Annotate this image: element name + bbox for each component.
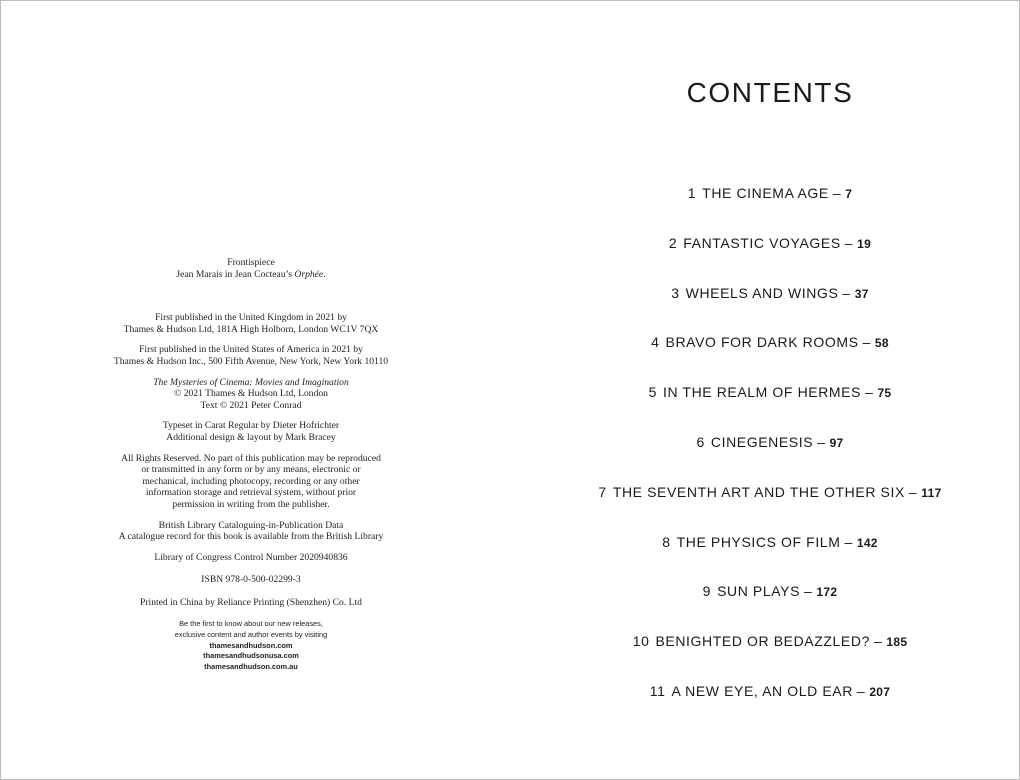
rights-line: information storage and retrieval system, without prior [145,487,357,499]
chapter-page: 207 [869,684,891,699]
loc-block [91,552,411,564]
toc-entry[interactable] [561,377,979,427]
chapter-title: BENIGHTED OR BEDAZZLED? [655,633,870,650]
contents-title: CONTENTS [686,77,854,108]
chapter-title: IN THE REALM OF HERMES [662,384,862,401]
frontispiece-caption-end: . [323,268,326,280]
chapter-number: 2 [668,234,678,251]
uk-publication [91,312,411,335]
toc-dash: – [908,483,918,500]
toc-dash: – [873,633,883,650]
toc-entry[interactable] [561,576,979,626]
chapter-title: A NEW EYE, AN OLD EAR [671,682,853,699]
toc-dash: – [865,384,874,401]
copyright-text: Text © 2021 Peter Conrad [200,399,302,411]
chapter-number: 4 [651,334,660,351]
website-link-uk[interactable]: thamesandhudson.com [209,640,293,650]
chapter-number: 5 [648,384,657,401]
chapter-number: 3 [671,284,680,301]
uk-line-2: Thames & Hudson Ltd, 181A High Holborn, London WC1V 7QX [123,323,379,335]
frontispiece-block [91,257,411,280]
chapter-title: WHEELS AND WINGS [685,284,839,301]
cip-line-1: British Library Cataloguing-in-Publication Data [158,519,344,531]
toc-entry[interactable] [561,178,979,228]
toc-dash: – [862,334,871,351]
chapter-title: THE PHYSICS OF FILM [676,533,841,550]
toc-dash: – [804,583,813,600]
typeset-block [91,420,411,443]
typeset-line-2: Additional design & layout by Mark Bracey [166,431,336,443]
toc-entry[interactable] [561,228,979,278]
chapter-page: 58 [874,336,889,351]
cip-block [91,520,411,543]
chapter-page: 97 [829,435,844,450]
typeset-line-1: Typeset in Carat Regular by Dieter Hofrichter [162,420,340,432]
imprint-page [91,257,411,672]
toc-dash: – [844,533,853,550]
film-title: Orphée [294,268,324,280]
toc-dash: – [832,185,842,201]
book-title-text: The Mysteries of Cinema: Movies and Imagination [153,376,349,388]
frontispiece-caption [91,269,411,281]
toc-entry[interactable] [561,278,979,328]
toc-dash: – [844,234,854,251]
frontispiece-label: Frontispiece [227,257,275,268]
chapter-title: THE CINEMA AGE [702,185,829,201]
isbn-line: ISBN 978-0-500-02299-3 [201,574,301,586]
chapter-number: 8 [662,533,671,550]
chapter-page: 185 [886,635,908,650]
promo-block [91,619,411,672]
us-line-2: Thames & Hudson Inc., 500 Fifth Avenue, New York, New York 10110 [113,355,389,367]
website-link-au[interactable]: thamesandhudson.com.au [204,661,298,671]
us-publication [91,344,411,367]
uk-line-1: First published in the United Kingdom in 2021 by [155,312,347,324]
toc-dash: – [842,284,851,301]
chapter-number: 9 [702,583,712,600]
loc-line: Library of Congress Control Number 2020940836 [154,551,348,563]
chapter-title: BRAVO FOR DARK ROOMS [665,334,859,351]
chapter-title: CINEGENESIS [710,433,814,450]
frontispiece-caption-text: Jean Marais in Jean Cocteau’s [176,268,295,280]
chapter-title: THE SEVENTH ART AND THE OTHER SIX [612,483,905,500]
printed-block [91,597,411,609]
rights-block [91,453,411,511]
chapter-page: 7 [845,187,853,201]
chapter-number: 1 [687,185,697,201]
promo-line-2: exclusive content and author events by visiting [174,630,328,640]
rights-line: mechanical, including photocopy, recording or any other [142,475,360,487]
rights-line: or transmitted in any form or by any means, electronic or [141,464,361,476]
chapter-page: 142 [856,535,878,550]
toc-dash: – [856,682,866,699]
book-title [91,377,411,389]
toc-entry[interactable] [561,527,979,577]
toc-entry[interactable] [561,676,979,726]
chapter-number: 6 [696,433,705,450]
chapter-page: 37 [854,286,869,301]
printed-line: Printed in China by Reliance Printing (Shenzhen) Co. Ltd [140,596,362,608]
chapter-page: 117 [921,485,942,500]
chapter-number: 7 [598,483,607,500]
toc-entry[interactable] [561,327,979,377]
promo-line-1: Be the first to know about our new releases, [179,619,323,629]
toc-entry[interactable] [561,427,979,477]
toc-dash: – [817,433,826,450]
isbn-block [91,574,411,586]
chapter-page: 19 [857,236,872,251]
rights-line: permission in writing from the publisher. [172,498,330,510]
chapter-title: SUN PLAYS [717,583,801,600]
us-line-1: First published in the United States of America in 2021 by [139,344,363,356]
table-of-contents [561,178,979,726]
toc-entry[interactable] [561,477,979,527]
copyright-publisher: © 2021 Thames & Hudson Ltd, London [174,388,328,400]
chapter-page: 172 [816,585,838,600]
chapter-number: 11 [649,682,666,699]
rights-line: All Rights Reserved. No part of this publication may be reproduced [121,452,381,464]
chapter-title: FANTASTIC VOYAGES [683,234,841,251]
toc-entry[interactable] [561,626,979,676]
cip-line-2: A catalogue record for this book is available from the British Library [118,531,384,543]
copyright-block [91,377,411,412]
chapter-page: 75 [877,386,892,401]
chapter-number: 10 [632,633,650,650]
website-link-usa[interactable]: thamesandhudsonusa.com [203,651,299,661]
